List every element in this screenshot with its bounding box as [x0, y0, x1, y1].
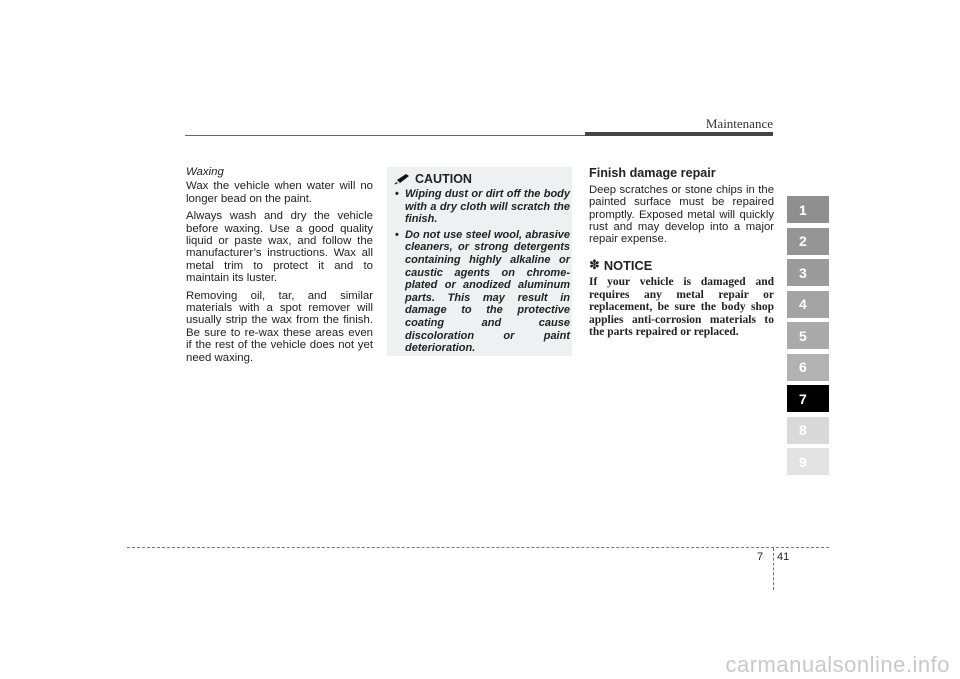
- chapter-tabs: [787, 196, 829, 480]
- notice-star-icon: ✽: [589, 257, 600, 273]
- caution-list: [395, 188, 570, 358]
- notice-body: If your vehicle is damaged and requires any metal repair or replacement, be sure the body shop applies anti-corrosion materials to the parts repaired or replaced.: [589, 276, 774, 339]
- finish-repair-heading: Finish damage repair: [589, 166, 716, 180]
- chapter-tab-9[interactable]: 9: [787, 448, 829, 475]
- waxing-section: [186, 166, 373, 369]
- waxing-paragraph-3: Removing oil, tar, and similar materials with a spot remover will usually strip the wax from the finish. Be sure to re-wax these areas even if the rest of the vehicle does not yet need waxing.: [186, 289, 373, 364]
- page-number: 41: [777, 551, 790, 563]
- chapter-tab-4[interactable]: 4: [787, 291, 829, 318]
- chapter-tab-6[interactable]: 6: [787, 354, 829, 381]
- notice-header: [589, 257, 774, 273]
- chapter-tab-2[interactable]: 2: [787, 228, 829, 255]
- finish-repair-section: [589, 166, 774, 339]
- chapter-tab-7-active[interactable]: 7: [787, 385, 829, 412]
- chapter-tab-1[interactable]: 1: [787, 196, 829, 223]
- caution-header: [394, 172, 472, 186]
- footer-divider: [127, 547, 829, 548]
- watermark: carmanualsonline.info: [725, 652, 950, 677]
- caution-item: • Wiping dust or dirt off the body with a dry cloth will scratch the finish.: [395, 188, 570, 226]
- caution-title: CAUTION: [415, 172, 472, 186]
- header-accent-bar: [585, 132, 773, 136]
- chapter-tab-5[interactable]: 5: [787, 322, 829, 349]
- page-chapter-number: 7: [757, 551, 764, 563]
- notice-title: NOTICE: [603, 257, 653, 273]
- finish-repair-body: Deep scratches or stone chips in the painted surface must be repaired promptly. Exposed metal will quickly rust and may develop into a major repair expense.: [589, 184, 774, 246]
- caution-pencil-icon: [394, 174, 410, 185]
- section-title: Maintenance: [705, 116, 773, 131]
- caution-item: • Do not use steel wool, abrasive cleaners, or strong detergents containing highly alkaline or caustic agents on chrome-plated or anodized aluminum parts. This may result in damage to the protective coating and cause discoloration or paint deterioration.: [395, 229, 570, 355]
- waxing-subheading: Waxing: [186, 166, 224, 178]
- chapter-tab-8[interactable]: 8: [787, 417, 829, 444]
- chapter-tab-3[interactable]: 3: [787, 259, 829, 286]
- waxing-paragraph-2: Always wash and dry the vehicle before waxing. Use a good quality liquid or paste wax, and follow the manufacturer’s instructions. Wax all metal trim to protect it and to maintain its luster.: [186, 210, 373, 285]
- waxing-paragraph-1: Wax the vehicle when water will no longer bead on the paint.: [186, 180, 373, 205]
- footer-page-separator: [773, 548, 774, 590]
